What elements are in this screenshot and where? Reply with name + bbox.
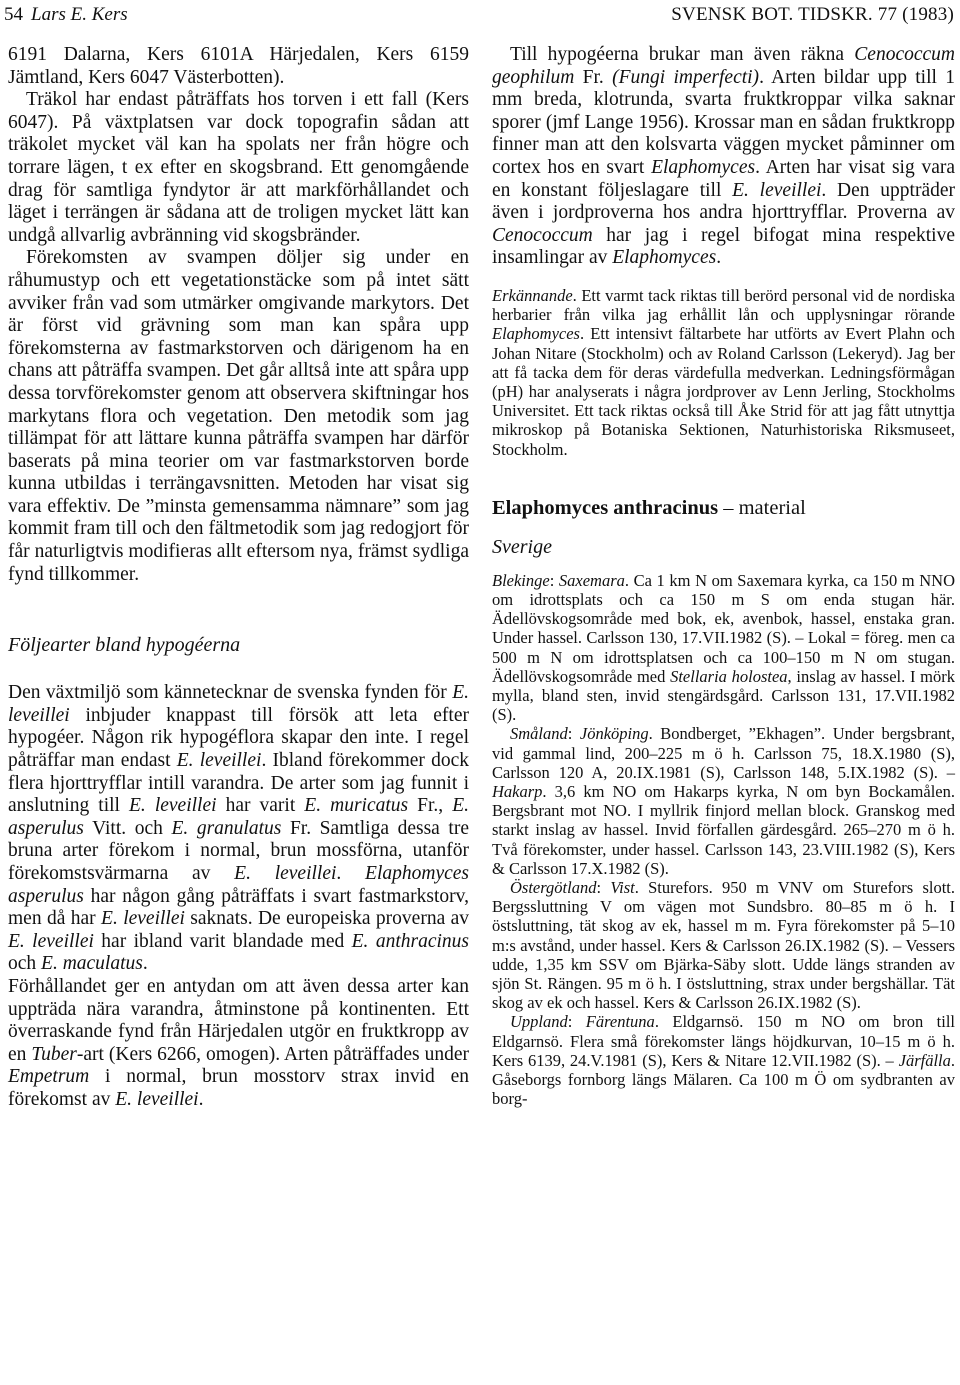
left-column [8,44,469,1112]
paragraph: Till hypogéerna brukar man även räkna Cenococcum geophilum Fr. (Fungi imperfecti). Arten bildar upp till 1 mm breda, klotrunda, svarta fruktkroppar vilka saknar sporer (jmf Lange 1956). Krossar man en sådan fruktkropp finner man att den kolsvarta väggen mycket påminner om cortex hos en svart Elaphomyces. Arten har visat sig vara en konstant följeslagare till E. leveillei. Den uppträder även i jordproverna hos andra hjorttryfflar. Proverna av Cenococcum har jag i regel bifogat mina respektive insamlingar av Elaphomyces. [492,44,956,269]
material-record: Östergötland: Vist. Sturefors. 950 m VNV om Sturefors slott. Bergssluttning V om vägen mot Sundsbro. 80–85 m ö h. I östsluttning, tät skog av ek, hassel m m. Fyra förekomster på 5–10 m:s avstånd, under hassel. Kers & Carlsson 26.IX.1982 (S). – Vessers udde, 1,35 km SSV om Bjärka-Säby slott. Udde längs stranden av sjön St. Rängen. 95 m ö h. I östsluttning, strax under bergshällar. Tät skog av ek och hassel. Kers & Carlsson 26.IX.1982 (S). [492,878,955,1013]
material-record: Blekinge: Saxemara. Ca 1 km N om Saxemara kyrka, ca 150 m NNO om idrottsplats och ca 150 m S om enda stugan här. Ädellövskogsområde med bok, ek, avenbok, hassel, enstaka gran. Under hassel. Carlsson 130, 17.VII.1982 (S). – Lokal = föreg. men ca 500 m N om idrottsplatsen och ca 100–150 m N om stugan. Ädellövskogsområde med Stellaria holostea, inslag av hassel. I mörk mylla, bland sten, invid stengärdsgård. Carlsson 131, 17.VII.1982 (S). [492,570,956,725]
running-header [0,2,960,30]
paragraph: Förekomsten av svampen döljer sig under en råhumustyp och ett vegetationstäcke som på intet sätt avviker från vad som utmärker omgivande markytors. Det är först vid grävning som man kan spåra upp förekomsterna av fastmarkstorven och därigenom ha en chans att påträffa svampen. Det går alltså inte att spåra upp dessa torvförekomster genom att observera skiftningar hos markytans flora och vegetation. Den metodik som jag tillämpat för att lättare kunna påträffa svampen har därför baserats på mina teorier om var fastmarkstorven borde kunna utbildas i terrängavsnitten. Metoden har visat sig vara effektiv. De ”minsta gemensamma nämnare” som jag kommit fram till och den fältmetodik som jag redogjort för får naturligtvis modifieras allt eftersom nya, främst sydliga fynd tillkommer. [8,247,469,585]
material-record: Småland: Jönköping. Bondberget, ”Ekhagen”. Under bergsbrant, vid gammal lind, 200–225 m ö h. Carlsson 75, 18.X.1980 (S), Carlsson 120 A, 20.IX.1981 (S), Carlsson 148, 5.IX.1982 (S). – Hakarp. 3,6 km NO om Hakarps kyrka, N om byn Bockamålen. Bergsbrant mot NO. I myllrik finjord mellan block. Granskog med starkt inslag av hassel. Invid förfallen gärdesgård. 265–270 m ö h. Två förekomster, under hassel. Carlsson 143, 23.VIII.1982 (S), Kers & Carlsson 17.X.1982 (S). [492,724,955,878]
right-column [492,44,955,1108]
country-heading: Sverige [492,535,552,558]
material-record: Uppland: Färentuna. Eldgarnsö. 150 m NO om bron till Eldgarnsö. Flera små förekomster längs höjdkurvan, 10–15 m ö h. Kers 6139, 24.V.1981 (S), Kers & Nitare 12.VII.1982 (S). – Järfälla. Gåseborgs fornborg längs Mälaren. Ca 100 m Ö om sydbranten av borg- [492,1012,955,1109]
subheading: Följearter bland hypogéerna [8,634,241,657]
journal-citation: SVENSK BOT. TIDSKR. 77 (1983) [671,4,954,25]
paragraph: Träkol har endast påträffats hos torven i ett fall (Kers 6047). På växtplatsen var dock topografin sådan att träkolet mycket väl kan ha spolats ner från högre och torrare lägen, t ex efter en skogsbrand. Ett genomgående drag för samtliga fyndytor är att markförhållandet och läget i terrängen är sådana att de troligen mycket lätt kan undgå allvarlig avbränning vid skogsbränder. [8,89,469,246]
acknowledgements: Erkännande. Ett varmt tack riktas till berörd personal vid de nordiska herbarier från vilka jag erhållit lån och upplysningar rörande Elaphomyces. Ett intensivt fältarbete har utförts av Evert Plahn och Johan Nitare (Stockholm) och av Roland Carlsson (Lekeryd). Jag ber att få tacka dem för deras värdefulla medverkan. Ledningsförmågan (pH) har analyserats i några jordprover av Lenn Jerling, Stockholms Universitet. Ett tack riktas också till Åke Strid för att jag fått utnyttja mikroskop på Botaniska Sektionen, Naturhistoriska Riksmuseet, Stockholm. [492,285,955,459]
paragraph: 6191 Dalarna, Kers 6101A Härjedalen, Kers 6159 Jämtland, Kers 6047 Västerbotten). [8,44,469,88]
paragraph: Den växtmiljö som kännetecknar de svenska fynden för E. leveillei inbjuder knappast till försök att leta efter hypogéer. Någon rik hypogéflora skapar den inte. I regel påträffar man endast E. leveillei. Ibland förekommer dock flera hjorttryfflar intill varandra. De arter som jag funnit i anslutning till E. leveillei har varit E. muricatus Fr., E. asperulus Vitt. och E. granulatus Fr. Samtliga dessa tre bruna arter förekom i normal, brun mossförna, utanför förekomstsvärmarna av E. leveillei. Elaphomyces asperulus har någon gång påträffats i svart fastmarkstorv, men då har E. leveillei saknats. De europeiska proverna av E. leveillei har ibland varit blandade med E. anthracinus och E. maculatus. [8,682,470,975]
author-name: Lars E. Kers [31,4,128,25]
page-number: 54 [4,4,23,25]
header-left [4,2,128,28]
paragraph: Förhållandet ger en antydan om att även dessa arter kan uppträda nära varandra, åtminstone på kontinenten. Ett överraskande fynd från Härjedalen utgör en fruktkropp av en Tuber-art (Kers 6266, omogen). Arten påträffades under Empetrum i normal, brun mosstorv strax invid en förekomst av E. leveillei. [8,975,469,1110]
section-title: Elaphomyces anthracinus – material [492,496,806,519]
